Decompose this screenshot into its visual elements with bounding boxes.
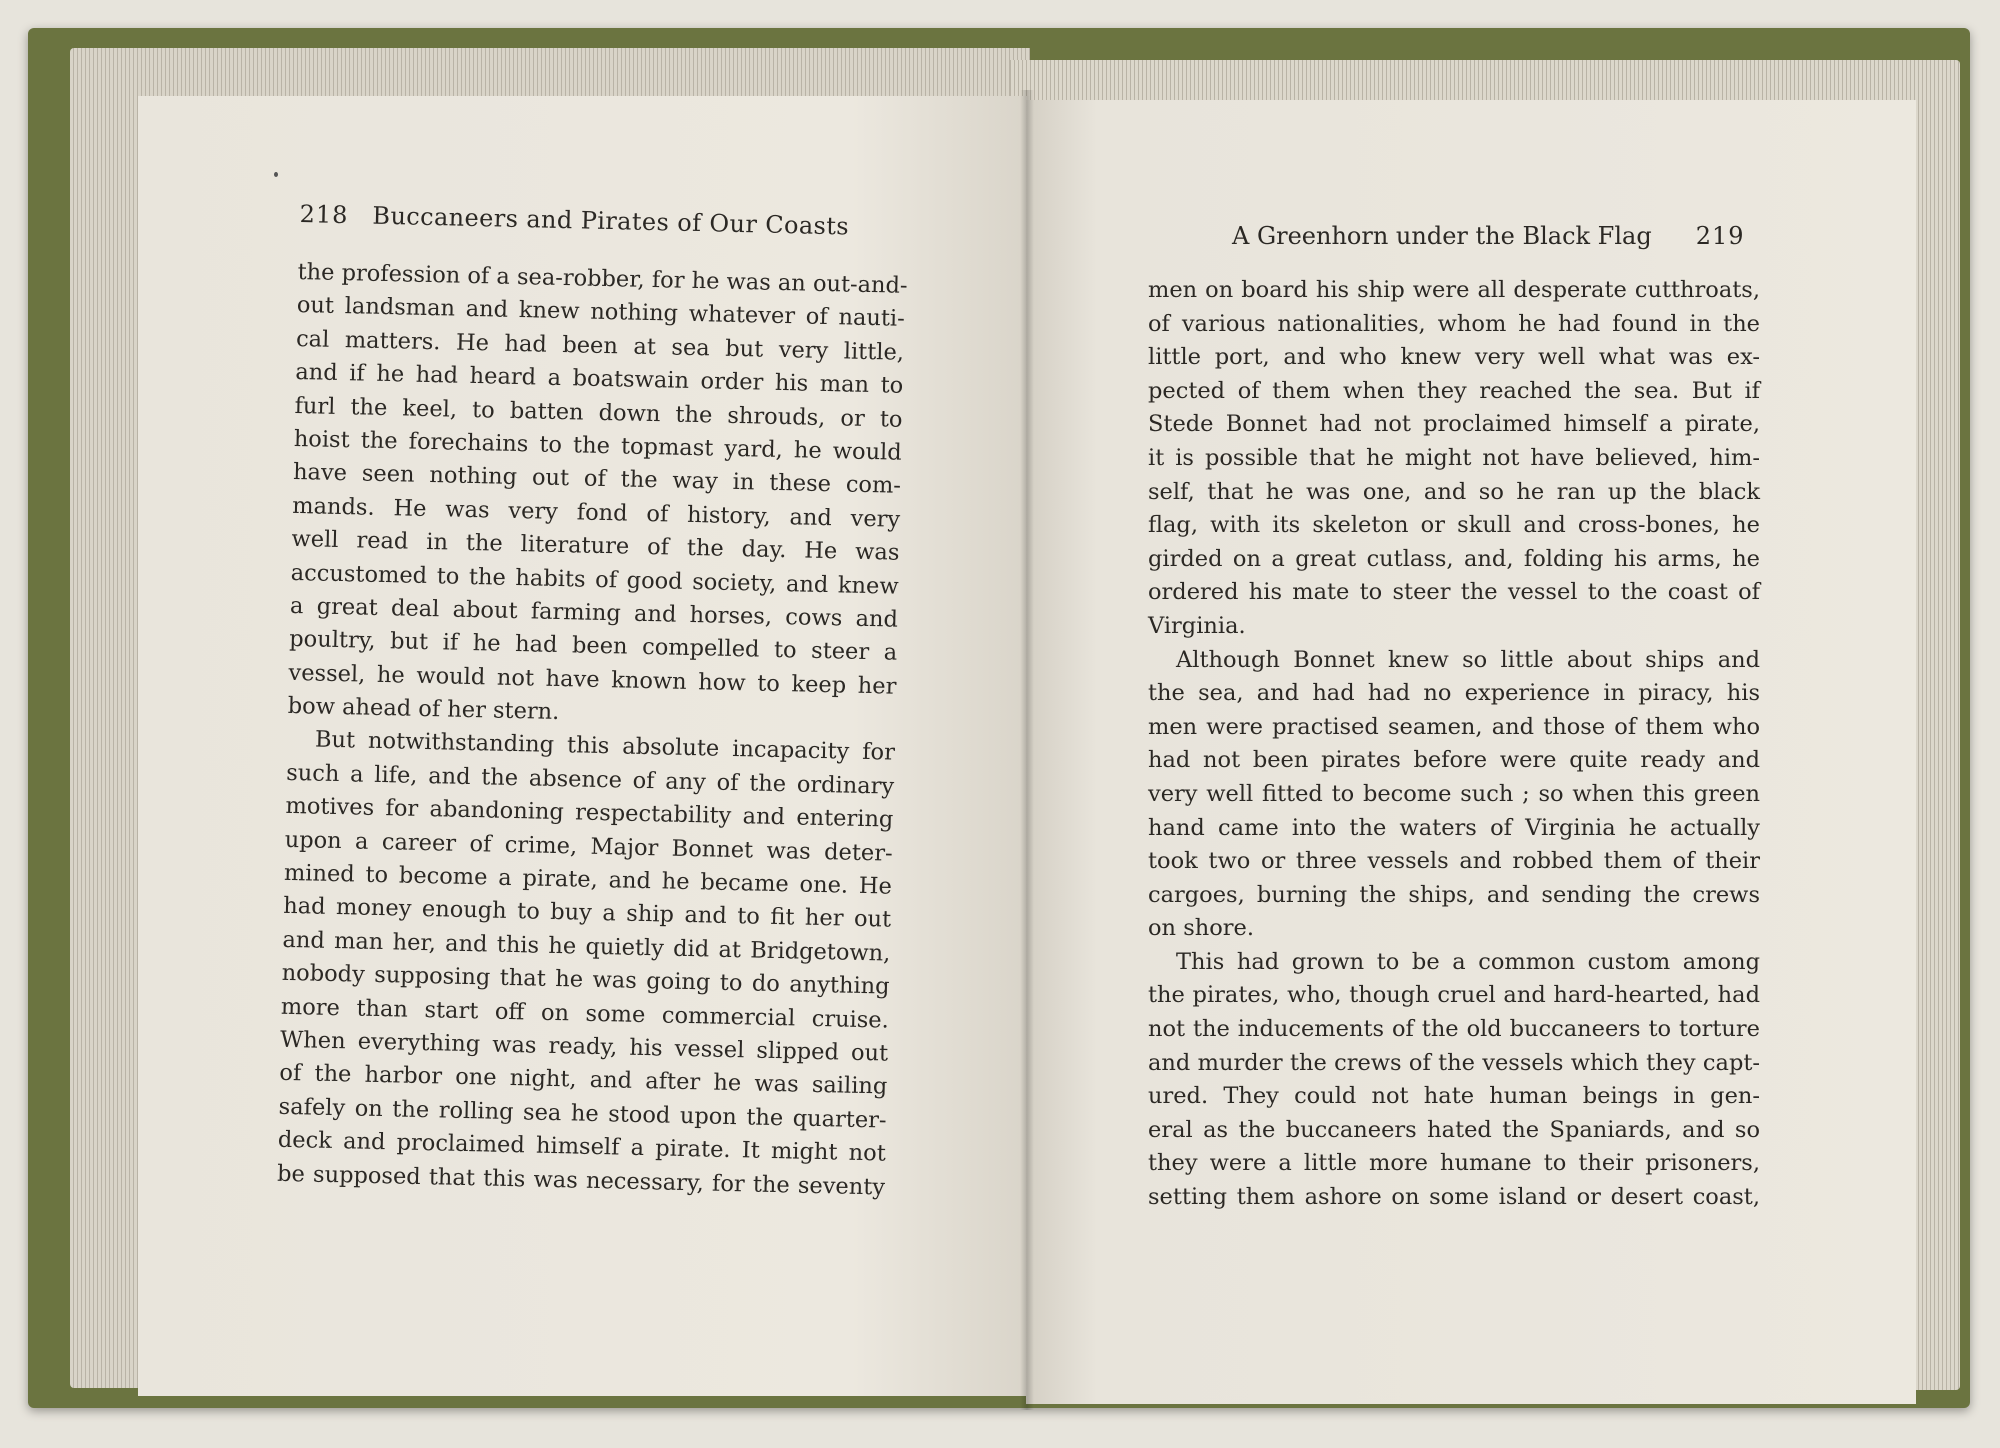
text-line: be supposed that this was necessary, for the seventy	[276, 1160, 886, 1201]
text-line: out landsman and knew nothing whatever of nauti-	[296, 292, 906, 333]
text-line: men on board his ship were all desperate cutthroats,	[1148, 277, 1760, 303]
text-line: hand came into the waters of Virginia he actually	[1148, 814, 1760, 841]
text-line: more than start off on some commercial cruise.	[280, 993, 890, 1034]
right-page-number: 219	[1695, 222, 1745, 250]
text-line: nobody supposing that he was going to do anything	[281, 960, 890, 1000]
text-line: accustomed to the habits of good society, and knew	[290, 559, 899, 600]
text-line: have seen nothing out of the way in these com-	[292, 459, 902, 500]
text-line: such a life, and the absence of any of the ordinary	[285, 759, 895, 800]
text-line: furl the keel, to batten down the shrouds, or to	[294, 392, 903, 433]
left-running-title: Buccaneers and Pirates of Our Coasts	[372, 201, 850, 241]
ink-speck	[274, 172, 278, 177]
text-line: bow ahead of her stern.	[287, 692, 560, 726]
text-line: ured. They could not hate human beings in gen-	[1148, 1083, 1760, 1110]
text-line: took two or three vessels and robbed them of their	[1148, 848, 1760, 875]
text-line: of the harbor one night, and after he was sailing	[279, 1060, 888, 1100]
text-line: on shore.	[1148, 915, 1254, 942]
text-line: Virginia.	[1148, 612, 1246, 639]
text-line: mined to become a pirate, and he became one. He	[283, 859, 893, 900]
left-page-number: 218	[299, 200, 349, 230]
text-line: vessel, he would not have known how to keep her	[288, 659, 897, 700]
text-line: Although Bonnet knew so little about ships and	[1176, 646, 1760, 673]
text-line: the profession of a sea-robber, for he was an out-and-	[297, 258, 908, 299]
text-line: cargoes, burning the ships, and sending the crews	[1148, 881, 1760, 908]
text-line: eral as the buccaneers hated the Spaniards, and so	[1148, 1116, 1760, 1143]
text-line: little port, and who knew very well what was ex-	[1148, 344, 1760, 371]
text-line: self, that he was one, and so he ran up the black	[1148, 478, 1760, 505]
text-line: motives for abandoning respectability and entering	[285, 793, 894, 833]
text-line: cal matters. He had been at sea but very little,	[295, 325, 905, 366]
text-line: safely on the rolling sea he stood upon the quarter-	[278, 1093, 887, 1134]
text-line: men were practised seamen, and those of them who	[1148, 713, 1760, 740]
text-line: they were a little more humane to their prisoners,	[1148, 1150, 1760, 1177]
text-line: flag, with its skeleton or skull and cross-bones, he	[1148, 512, 1760, 539]
text-line: pected of them when they reached the sea. But if	[1148, 377, 1760, 404]
text-line: poultry, but if he had been compelled to steer a	[289, 626, 898, 666]
text-line: mands. He was very fond of history, and very	[292, 492, 901, 533]
text-line: had not been pirates before were quite ready and	[1148, 747, 1760, 774]
text-line: had money enough to buy a ship and to fit her out	[282, 893, 892, 934]
right-page-body	[1148, 274, 1760, 1215]
text-line: well read in the literature of the day. He was	[291, 526, 900, 566]
text-line: the sea, and had had no experience in piracy, his	[1148, 680, 1760, 707]
text-line: girded on a great cutlass, and, folding his arms, he	[1148, 545, 1760, 572]
text-line: not the inducements of the old buccaneers to torture	[1148, 1016, 1760, 1043]
right-page-header	[1232, 222, 1745, 250]
text-line: and if he had heard a boatswain order his man to	[295, 359, 904, 399]
text-line: setting them ashore on some island or desert coast,	[1148, 1184, 1760, 1211]
text-line: very well fitted to become such ; so when this green	[1148, 780, 1760, 807]
text-line: a great deal about farming and horses, cows and	[289, 592, 899, 633]
text-line: When everything was ready, his vessel slipped out	[279, 1026, 889, 1067]
text-line: Stede Bonnet had not proclaimed himself a pirate,	[1148, 411, 1760, 438]
left-page-body	[277, 256, 906, 1204]
text-line: and murder the crews of the vessels which they capt-	[1148, 1049, 1760, 1076]
right-running-title: A Greenhorn under the Black Flag	[1232, 222, 1652, 250]
text-line: deck and proclaimed himself a pirate. It might not	[277, 1126, 887, 1167]
text-line: upon a career of crime, Major Bonnet was deter-	[284, 826, 893, 867]
book-gutter	[1020, 90, 1034, 1410]
text-line: it is possible that he might not have believed, him-	[1148, 444, 1760, 471]
text-line: hoist the forechains to the topmast yard, he would	[293, 425, 902, 466]
text-line: and man her, and this he quietly did at Bridgetown,	[282, 926, 891, 967]
text-line: of various nationalities, whom he had found in the	[1148, 310, 1760, 337]
text-line: the pirates, who, though cruel and hard-hearted, had	[1148, 982, 1760, 1009]
text-line: This had grown to be a common custom among	[1176, 948, 1760, 975]
text-line: ordered his mate to steer the vessel to the coast of	[1148, 579, 1760, 606]
text-line: But notwithstanding this absolute incapacity for	[314, 726, 896, 767]
